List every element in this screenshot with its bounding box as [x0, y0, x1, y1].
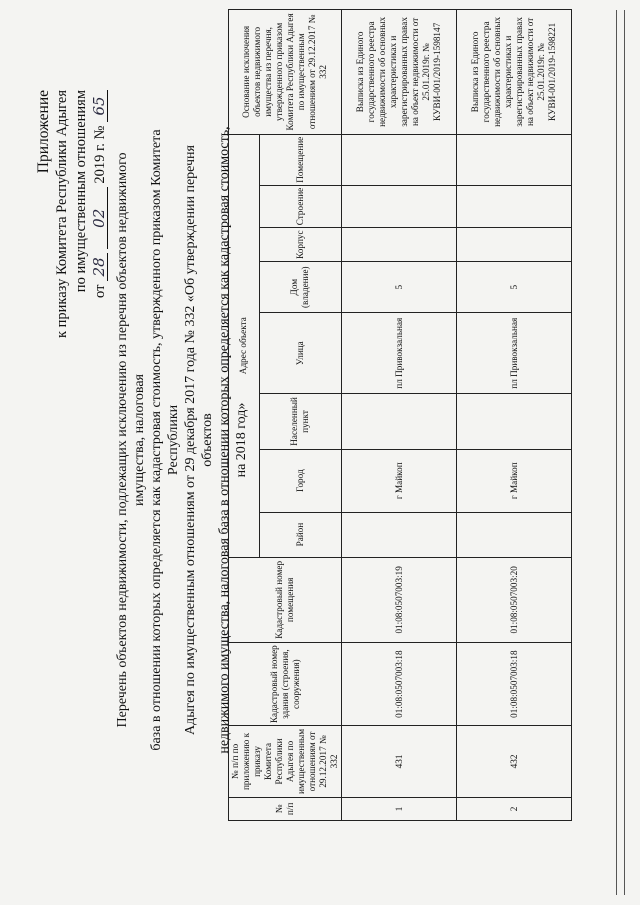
date-year: 2019 г. №	[92, 125, 108, 184]
annex-header	[34, 90, 110, 450]
cell-premise	[457, 134, 572, 185]
cell-locality	[457, 394, 572, 450]
header-district: Район	[259, 512, 341, 557]
cell-city: г Майкоп	[342, 449, 457, 512]
annex-title: Приложение	[35, 90, 52, 174]
title-line-3: Адыгея по имущественным отношениям от 29 декабря 2017 года № 332 «Об утверждении перечня объектов	[183, 145, 215, 736]
objects-table	[228, 9, 572, 821]
order-number: 65	[92, 90, 108, 122]
cell-street: пл Привокзальная	[342, 313, 457, 394]
cell-city: г Майкоп	[457, 449, 572, 512]
header-address: Адрес объекта	[229, 134, 260, 557]
date-prefix: от	[92, 284, 108, 298]
table-row	[457, 10, 572, 821]
cell-district	[457, 512, 572, 557]
cell-building-cadastral: 01:08:0507003:18	[342, 643, 457, 726]
date-day: 28	[92, 253, 108, 281]
header-num-by-annex: № п/п по приложению к приказу Комитета Республики Адыгея по имущественным отношениям от 29.12.2017 № 332	[229, 726, 342, 798]
title-line-5: на 2018 год»	[234, 402, 249, 478]
header-city: Город	[259, 449, 341, 512]
cell-korpus	[457, 228, 572, 262]
title-line-1: Перечень объектов недвижимости, подлежащих исключению из перечня объектов недвижимого имущества, налоговая	[115, 152, 147, 728]
title-line-2: база в отношении которых определяется как кадастровая стоимость, утвержденного приказом Комитета Республики	[149, 129, 181, 751]
header-premise: Помещение	[259, 134, 341, 185]
cell-num-by-annex: 432	[457, 726, 572, 798]
date-month: 02	[92, 187, 108, 249]
header-street: Улица	[259, 313, 341, 394]
header-building-cadastral: Кадастровый номер здания (строения, сооружения)	[229, 643, 342, 726]
cell-district	[342, 512, 457, 557]
header-room-cadastral: Кадастровый номер помещения	[229, 557, 342, 643]
annex-order-line: к приказу Комитета Республики Адыгея	[54, 90, 70, 339]
title-line-4: недвижимого имущества, налоговая база в отношении которых определяется как кадастровая стоимость,	[217, 126, 232, 754]
cell-building-cadastral: 01:08:0507003:18	[457, 643, 572, 726]
cell-num: 2	[457, 797, 572, 820]
cell-num-by-annex: 431	[342, 726, 457, 798]
cell-stroenie	[342, 185, 457, 227]
annex-dept-line: по имущественным отношениям	[73, 90, 89, 293]
cell-basis: Выписка из Единого государственного реестра недвижимости об основных характеристиках и зарегистрированных правах на объект недвижимости от 25.01.2019г. № КУВИ-001/2019-1598221	[457, 10, 572, 135]
cell-street: пл Привокзальная	[457, 313, 572, 394]
cell-premise	[342, 134, 457, 185]
cell-stroenie	[457, 185, 572, 227]
scan-edge-line	[624, 10, 625, 895]
cell-locality	[342, 394, 457, 450]
cell-house: 5	[342, 262, 457, 313]
cell-korpus	[342, 228, 457, 262]
annex-date-line	[91, 90, 110, 450]
table-row	[342, 10, 457, 821]
cell-room-cadastral: 01:08:0507003:19	[342, 557, 457, 643]
table-header-row	[229, 10, 260, 821]
header-locality: Населенный пункт	[259, 394, 341, 450]
header-house: Дом (владение)	[259, 262, 341, 313]
cell-num: 1	[342, 797, 457, 820]
cell-house: 5	[457, 262, 572, 313]
header-num: № п/п	[229, 797, 342, 820]
cell-room-cadastral: 01:08:0507003:20	[457, 557, 572, 643]
header-korpus: Корпус	[259, 228, 341, 262]
scan-edge-line	[616, 10, 617, 895]
header-stroenie: Строение	[259, 185, 341, 227]
header-basis: Основание исключения объектов недвижимого имущества из перечня, утвержденного приказом Комитета Республики Адыгея по имущественным отношениям от 29.12.2017 № 332	[229, 10, 342, 135]
cell-basis: Выписка из Единого государственного реестра недвижимости об основных характеристиках и зарегистрированных правах на объект недвижимости от 25.01.2019г. № КУВИ-001/2019-1598147	[342, 10, 457, 135]
